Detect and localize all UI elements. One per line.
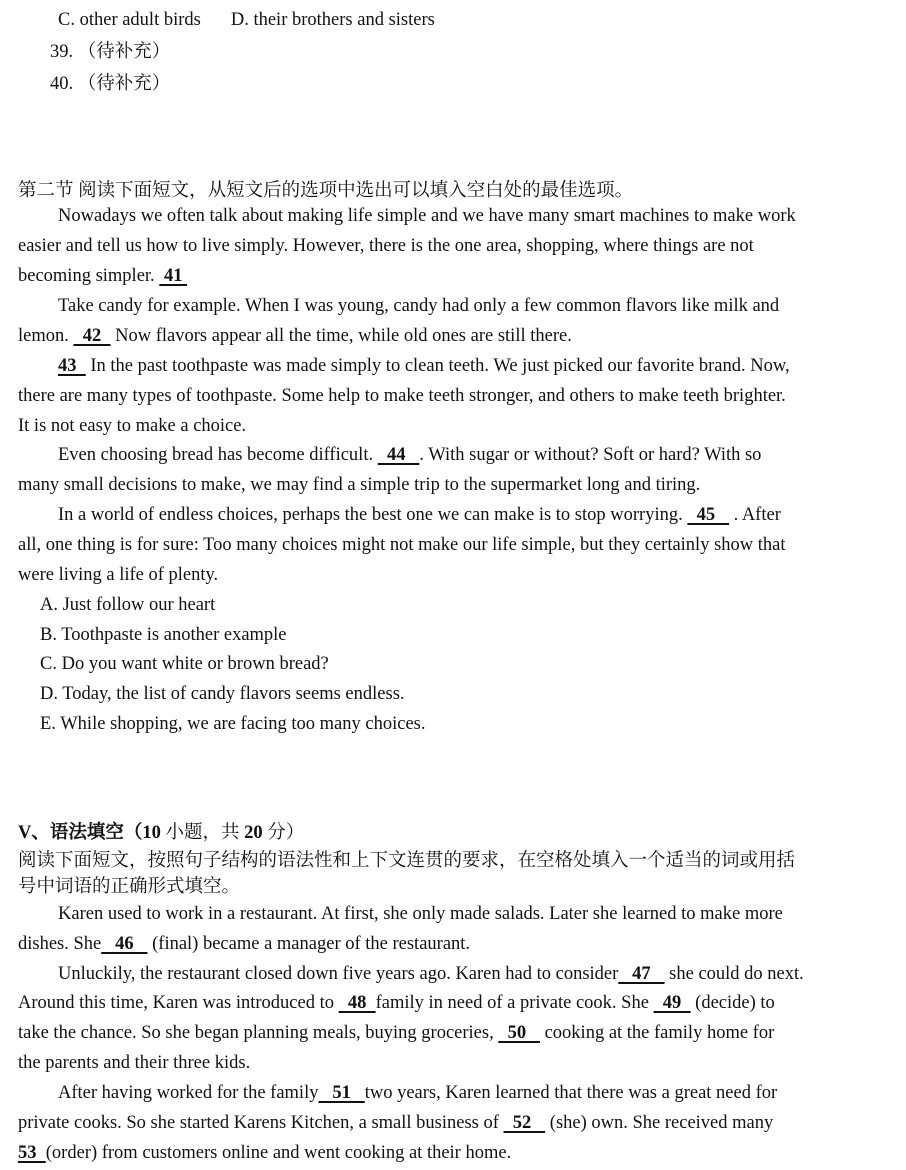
paragraph-line: easier and tell us how to live simply. However, there is the one area, shopping, where things are not: [18, 236, 754, 256]
blank-48[interactable]: 48: [338, 993, 376, 1013]
paragraph-line: many small decisions to make, we may find a simple trip to the supermarket long and tiring.: [18, 475, 701, 495]
instruction-line: 阅读下面短文，按照句子结构的语法性和上下文连贯的要求，在空格处填入一个适当的词或用括: [18, 851, 796, 871]
blank-45[interactable]: 45: [687, 505, 729, 525]
paragraph-line: becoming simpler. 41: [18, 266, 188, 286]
paragraph-line: 43 In the past toothpaste was made simply to clean teeth. We just picked our favorite brand. Now,: [58, 356, 790, 376]
paragraph-line: were living a life of plenty.: [18, 565, 219, 585]
paragraph-line: Even choosing bread has become difficult. 44 . With sugar or without? Soft or hard? With so: [58, 445, 762, 465]
paragraph-line: Nowadays we often talk about making life simple and we have many smart machines to make work: [58, 206, 796, 226]
blank-53[interactable]: 53: [18, 1143, 46, 1163]
option-d: D. their brothers and sisters: [230, 10, 435, 30]
blank-44[interactable]: 44: [377, 445, 420, 465]
option-line: [58, 9, 435, 31]
blank-41[interactable]: 41: [159, 266, 188, 286]
paragraph-line: take the chance. So she began planning meals, buying groceries, 50 cooking at the family home for: [18, 1023, 775, 1043]
paragraph-line: dishes. She 46 (final) became a manager of the restaurant.: [18, 934, 471, 954]
paragraph-line: all, one thing is for sure: Too many choices might not make our life simple, but they certainly show that: [18, 535, 786, 555]
blank-42[interactable]: 42: [73, 326, 111, 346]
paragraph-line: It is not easy to make a choice.: [18, 416, 247, 436]
choice-c: C. Do you want white or brown bread?: [40, 654, 329, 674]
section2-title: 第二节 阅读下面短文，从短文后的选项中选出可以填入空白处的最佳选项。: [18, 181, 634, 201]
option-c: C. other adult birds: [58, 10, 201, 30]
blank-52[interactable]: 52: [503, 1113, 546, 1133]
paragraph-line: In a world of endless choices, perhaps the best one we can make is to stop worrying. 45 . After: [58, 505, 781, 525]
paragraph-line: there are many types of toothpaste. Some help to make teeth stronger, and others to make teeth brighter.: [18, 386, 786, 406]
blank-51[interactable]: 51: [318, 1083, 365, 1103]
paragraph-line: private cooks. So she started Karens Kitchen, a small business of 52 (she) own. She received many: [18, 1113, 774, 1133]
question-40: 40. （待补充）: [50, 74, 171, 94]
section5-title: V、语法填空（10 小题，共 20 分）: [18, 823, 305, 843]
choice-d: D. Today, the list of candy flavors seems endless.: [40, 684, 405, 704]
paragraph-line: After having worked for the family 51 two years, Karen learned that there was a great need for: [58, 1083, 778, 1103]
paragraph-line: Karen used to work in a restaurant. At first, she only made salads. Later she learned to make more: [58, 904, 783, 924]
paragraph-line: Unluckily, the restaurant closed down five years ago. Karen had to consider 47 she could do next.: [58, 964, 804, 984]
choice-a: A. Just follow our heart: [40, 595, 216, 615]
paragraph-line: lemon. 42 Now flavors appear all the time, while old ones are still there.: [18, 326, 572, 346]
blank-50[interactable]: 50: [498, 1023, 540, 1043]
instruction-line: 号中词语的正确形式填空。: [18, 877, 241, 897]
choice-b: B. Toothpaste is another example: [40, 625, 287, 645]
blank-49[interactable]: 49: [653, 993, 691, 1013]
paragraph-line: Take candy for example. When I was young, candy had only a few common flavors like milk and: [58, 296, 780, 316]
paragraph-line: 53 (order) from customers online and went cooking at their home.: [18, 1143, 512, 1163]
blank-47[interactable]: 47: [618, 964, 665, 984]
blank-43[interactable]: 43: [58, 356, 86, 376]
blank-46[interactable]: 46: [101, 934, 148, 954]
paragraph-line: Around this time, Karen was introduced to 48 family in need of a private cook. She 49 (decide) to: [18, 993, 775, 1013]
question-39: 39. （待补充）: [50, 42, 171, 62]
choice-e: E. While shopping, we are facing too many choices.: [40, 714, 426, 734]
paragraph-line: the parents and their three kids.: [18, 1053, 251, 1073]
